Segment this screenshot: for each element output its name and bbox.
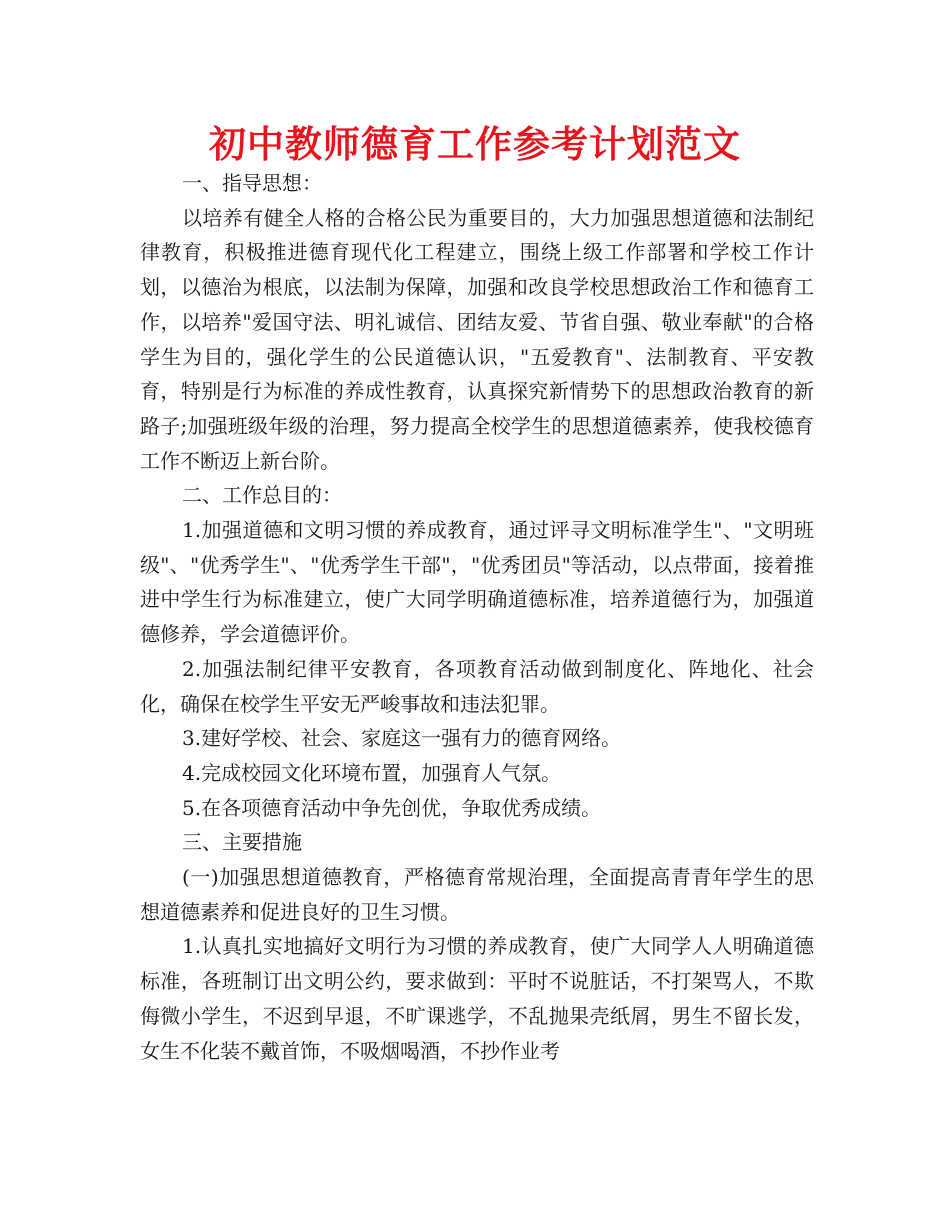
goal-item-4: 4.完成校园文化环境布置，加强育人气氛。 (182, 760, 562, 785)
section-heading-guiding-ideology: 一、指导思想： (182, 171, 322, 195)
section-heading-work-goals: 二、工作总目的： (182, 483, 342, 508)
goal-item-1: 1.加强道德和文明习惯的养成教育，通过评寻文明标准学生"、"文明班级"、"优秀学生"、"优秀学生干部"，"优秀团员"等活动，以点带面，接着推进中学生行为标准建立，使广大同学明确道德标准，培养道德行为，加强道德修养，学会道德评价。 (140, 518, 814, 647)
document-title: 初中教师德育工作参考计划范文 (209, 123, 741, 166)
goal-item-2: 2.加强法制纪律平安教育，各项教育活动做到制度化、阵地化、社会化，确保在校学生平安无严峻事故和违法犯罪。 (140, 656, 814, 716)
goal-item-5: 5.在各项德育活动中争先创优，争取优秀成绩。 (182, 795, 602, 820)
section-heading-main-measures: 三、主要措施 (182, 830, 302, 855)
goal-item-3: 3.建好学校、社会、家庭这一强有力的德育网络。 (182, 726, 622, 751)
measure-item-1: (一)加强思想道德教育，严格德育常规治理，全面提高青青年学生的思想道德素养和促进良好的卫生习惯。 (140, 865, 814, 924)
paragraph-guiding-ideology: 以培养有健全人格的合格公民为重要目的，大力加强思想道德和法制纪律教育，积极推进德育现代化工程建立，围绕上级工作部署和学校工作计划，以德治为根底，以法制为保障，加强和改良学校思想政治工作和德育工作，以培养"爱国守法、明礼诚信、团结友爱、节省自强、敬业奉献"的合格学生为目的，强化学生的公民道德认识，"五爱教育"、法制教育、平安教育，特别是行为标准的养成性教育，认真探究新情势下的思想政治教育的新路子;加强班级年级的治理，努力提高全校学生的思想道德素养，使我校德育工作不断迈上新台阶。 (140, 205, 814, 473)
document-body (140, 166, 814, 1068)
measure-subitem-1: 1.认真扎实地搞好文明行为习惯的养成教育，使广大同学人人明确道德标准，各班制订出文明公约，要求做到：平时不说脏话，不打架骂人，不欺侮微小学生，不迟到早退，不旷课逃学，不乱抛果壳纸屑，男生不留长发，女生不化装不戴首饰，不吸烟喝酒，不抄作业考 (140, 934, 814, 1063)
